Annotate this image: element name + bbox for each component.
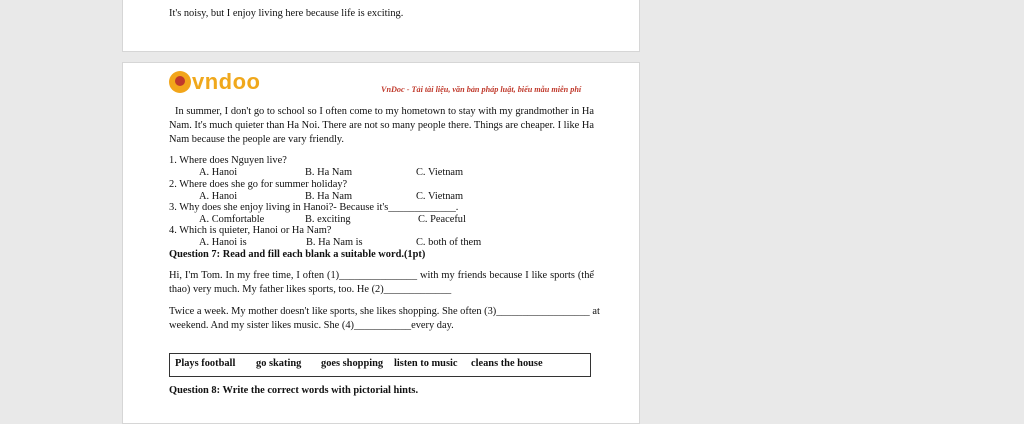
passage-line-1: In summer, I don't go to school so I often come to my hometown to stay with my grandmother in Ha: [175, 106, 594, 117]
q2-option-b: B. Ha Nam: [305, 191, 353, 202]
q2-option-a: A. Hanoi: [199, 191, 238, 202]
q7-paragraph-2-line-2: weekend. And my sister likes music. She (4)___________every day.: [169, 320, 454, 331]
question-7-title: Question 7: Read and fill each blank a suitable word.(1pt): [169, 249, 426, 260]
question-2: 2. Where does she go for summer holiday?: [169, 179, 348, 190]
question-1: 1. Where does Nguyen live?: [169, 155, 287, 166]
question-3: 3. Why does she enjoy living in Hanoi?- Because it's_____________.: [169, 202, 459, 213]
word-bank: [169, 353, 591, 377]
current-page: [122, 62, 640, 424]
q4-option-b: B. Ha Nam is: [306, 237, 363, 248]
word-bank-item: go skating: [256, 358, 302, 369]
header-tagline: VnDoc - Tải tài liệu, văn bản pháp luật, biểu mẫu miễn phí: [381, 85, 582, 94]
vndoc-logo: [169, 69, 261, 95]
question-4: 4. Which is quieter, Hanoi or Ha Nam?: [169, 225, 332, 236]
q7-paragraph-1-line-2: thao) very much. My father likes sports, too. He (2)_____________: [169, 284, 452, 295]
page1-line-1: [169, 0, 589, 1]
q3-option-a: A. Comfortable: [199, 214, 265, 225]
q1-option-a: A. Hanoi: [199, 167, 238, 178]
passage-line-3: Nam because the people are vary friendly.: [169, 134, 345, 145]
logo-text: vndoo: [192, 69, 261, 94]
word-bank-item: listen to music: [394, 358, 458, 369]
word-bank-item: goes shopping: [321, 358, 384, 369]
page1-line-2: It's noisy, but I enjoy living here because life is exciting.: [169, 8, 404, 19]
q4-option-a: A. Hanoi is: [199, 237, 247, 248]
q7-paragraph-1-line-1: Hi, I'm Tom. In my free time, I often (1)_______________ with my friends because I like sports (thể: [169, 270, 594, 281]
q2-option-c: C. Vietnam: [416, 191, 464, 202]
mascot-icon: [169, 71, 191, 93]
q3-option-c: C. Peaceful: [418, 214, 466, 225]
q7-paragraph-2-line-1: Twice a week. My mother doesn't like sports, she likes shopping. She often (3)__________________ at: [169, 306, 600, 317]
q1-option-b: B. Ha Nam: [305, 167, 353, 178]
question-8-title: Question 8: Write the correct words with pictorial hints.: [169, 385, 419, 396]
q3-option-b: B. exciting: [305, 214, 351, 225]
word-bank-item: Plays football: [175, 358, 236, 369]
q4-option-c: C. both of them: [416, 237, 482, 248]
passage-line-2: Nam. It's much quieter than Ha Noi. There are not so many people there. Things are cheaper. I like Ha: [169, 120, 594, 131]
q1-option-c: C. Vietnam: [416, 167, 464, 178]
word-bank-item: cleans the house: [471, 358, 543, 369]
previous-page: [122, 0, 640, 52]
